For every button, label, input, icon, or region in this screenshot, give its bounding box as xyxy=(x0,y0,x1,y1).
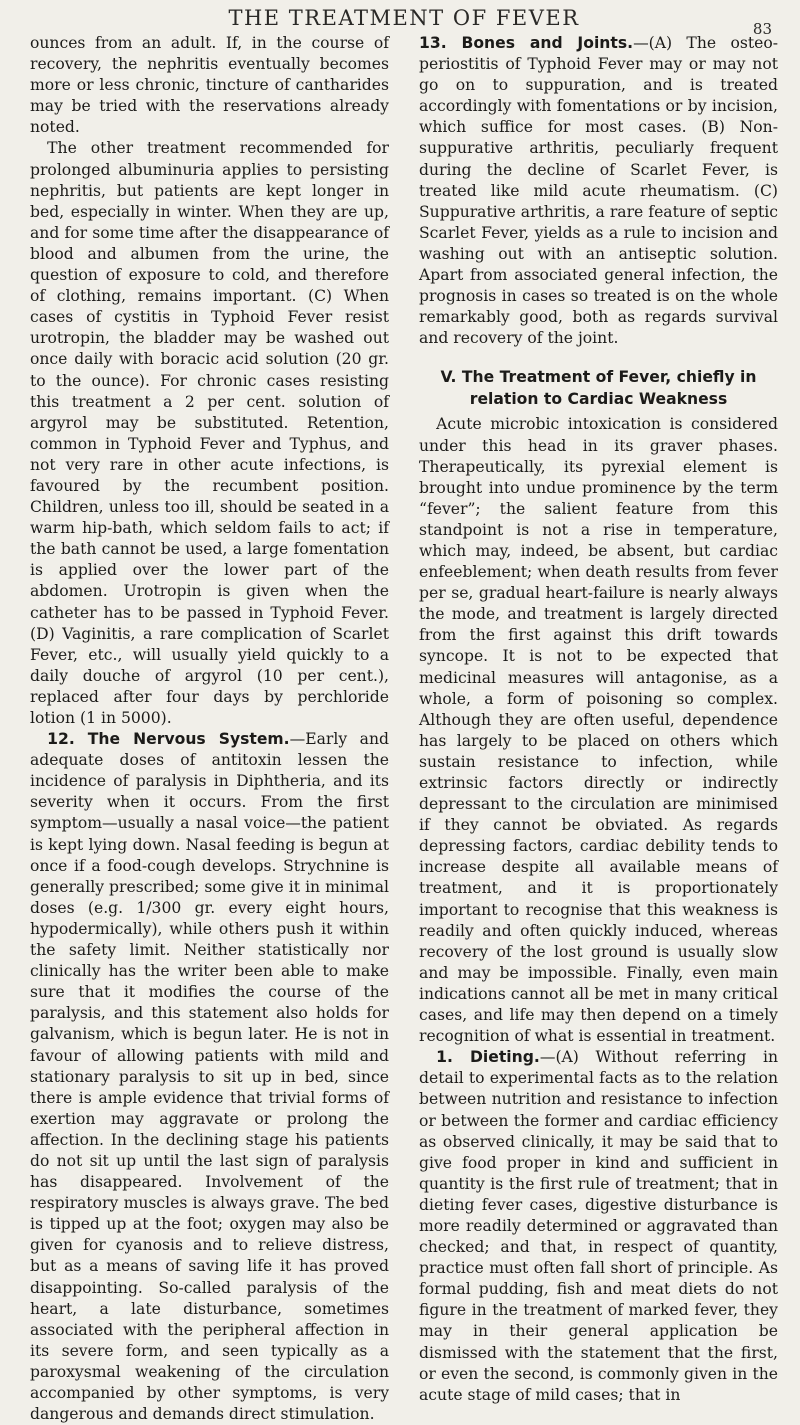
paragraph-body: —(A) Without referring in detail to experimental facts as to the relation between nutrition and resistance to infection or between the former and cardiac efficiency as observed clinically, it may be said that to give food proper in kind and sufficient in quantity is the first rule of treatment; that in dieting fever cases, digestive disturbance is more readily determined or aggravated than checked; and that, in respect of quantity, practice must often fall short of principle. As formal pudding, fish and meat diets do not figure in the treatment of marked fever, they may in their general application be dismissed with the statement that the first, or even the second, is commonly given in the acute stage of mild cases; that in xyxy=(419,1048,778,1404)
right-column xyxy=(419,33,778,1404)
paragraph xyxy=(419,33,778,349)
paragraph: Acute microbic intoxication is considered under this head in its graver phases. Therapeutically, its pyrexial element is brought into undue prominence by the term “fever”; the salient feature from this standpoint is not a rise in temperature, which may, indeed, be absent, but cardiac enfeeblement; when death results from fever per se, gradual heart-failure is nearly always the mode, and treatment is largely directed from the first against this drift towards syncope. It is not to be expected that medicinal measures will antagonise, as a whole, a form of poisoning so complex. Although they are often useful, dependence has largely to be placed on others which sustain resistance to infection, while extrinsic factors directly or indirectly depressant to the circulation are minimised if they cannot be obviated. As regards depressing factors, cardiac debility tends to increase despite all available means of treatment, and it is proportionately important to recognise that this weakness is readily and often quickly induced, whereas recovery of the lost ground is usually slow and may be impossible. Finally, even main indications cannot all be met in many critical cases, and life may then depend on a timely recognition of what is essential in treatment. xyxy=(419,415,778,1046)
page-number: 83 xyxy=(752,20,772,38)
text-columns xyxy=(30,33,778,1424)
paragraph-body: —(A) The osteo-periostitis of Typhoid Fever may or may not go on to suppuration, and is treated accordingly with fomentations or by incision, which suffice for most cases. (B) Non-suppurative arthritis, peculiarly frequent during the decline of Scarlet Fever, is treated like mild acute rheumatism. (C) Suppurative arthritis, a rare feature of septic Scarlet Fever, yields as a rule to incision and washing out with an antiseptic solution. Apart from associated general infection, the prognosis in cases so treated is on the whole remarkably good, both as regards survival and recovery of the joint. xyxy=(419,34,778,348)
paragraph: ounces from an adult. If, in the course of recovery, the nephritis eventually becomes more or less chronic, tincture of cantharides may be tried with the reservations already noted. xyxy=(30,34,389,137)
paragraph-heading: 12. The Nervous System. xyxy=(47,730,290,749)
paragraph xyxy=(419,1047,778,1406)
paragraph-body: —Early and adequate doses of antitoxin lessen the incidence of paralysis in Diphtheria, and its severity when it occurs. From the first symptom—usually a nasal voice—the patient is kept lying down. Nasal feeding is begun at once if a food-cough develops. Strychnine is generally prescribed; some give it in minimal doses (e.g. 1/300 gr. every eight hours, hypodermically), while others push it within the safety limit. Neither statistically nor clinically has the writer been able to make sure that it modifies the course of the paralysis, and this statement also holds for galvanism, which is begun later. He is not in favour of allowing patients with mild and stationary paralysis to sit up in bed, since there is ample evidence that trivial forms of exertion may aggravate or prolong the affection. In the declining stage his patients do not sit up until the last sign of paralysis has disappeared. Involvement of the respiratory muscles is always grave. The bed is tipped up at the foot; oxygen may also be given for cyanosis and to relieve distress, but as a means of saving life it has proved disappointing. So-called paralysis of the heart, a late disturbance, sometimes associated with the peripheral affection in its severe form, and seen typically as a paroxysmal weakening of the circulation accompanied by other symptoms, is very dangerous and demands direct stimulation. xyxy=(30,730,389,1424)
paragraph xyxy=(30,729,389,1425)
paragraph-heading: 13. Bones and Joints. xyxy=(419,34,634,52)
paragraph: The other treatment recommended for prolonged albuminuria applies to persisting nephritis, but patients are kept longer in bed, especially in winter. When they are up, and for some time after the disappearance of blood and albumen from the urine, the question of exposure to cold, and therefore of clothing, remains important. (C) When cases of cystitis in Typhoid Fever resist urotropin, the bladder may be washed out once daily with boracic acid solution (20 gr. to the ounce). For chronic cases resisting this treatment a 2 per cent. solution of argyrol may be substituted. Retention, common in Typhoid Fever and Typhus, and not very rare in other acute infections, is favoured by the recumbent position. Children, unless too ill, should be seated in a warm hip-bath, which seldom fails to act; if the bath cannot be used, a large fomentation is applied over the lower part of the abdomen. Urotropin is given when the catheter has to be passed in Typhoid Fever. (D) Vaginitis, a rare complication of Scarlet Fever, etc., will usually yield quickly to a daily douche of argyrol (10 per cent.), replaced after four days by perchloride lotion (1 in 5000). xyxy=(30,139,389,727)
section-heading: V. The Treatment of Fever, chiefly in relation to Cardiac Weakness xyxy=(440,368,757,408)
running-head xyxy=(30,4,778,38)
paragraph-heading: 1. Dieting. xyxy=(436,1048,540,1067)
left-column xyxy=(30,33,389,1424)
running-title: THE TREATMENT OF FEVER xyxy=(228,6,580,30)
